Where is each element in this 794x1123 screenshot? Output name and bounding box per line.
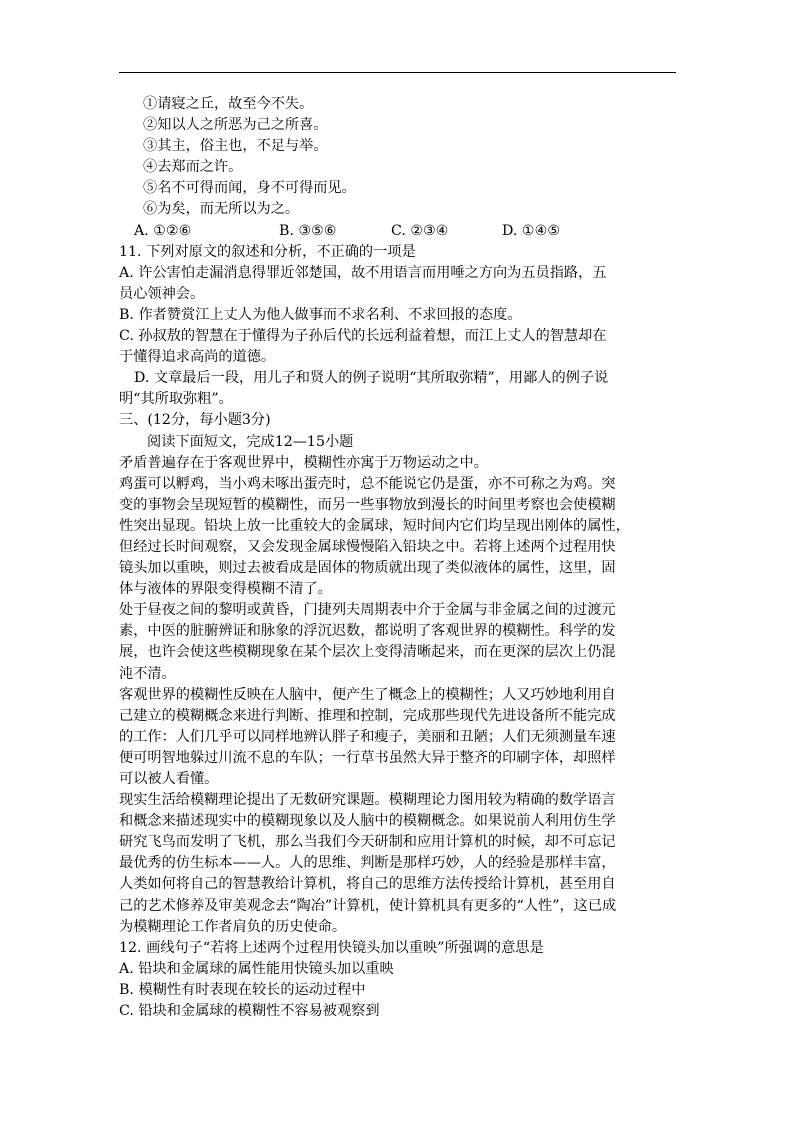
q12-option-b: B. 模糊性有时表现在较长的运动过程中 [119,981,366,998]
passage-line: 变的事物会呈现短暂的模糊性，而另一些事物放到漫长的时间里考察也会使模糊 [119,496,616,513]
q11-option-d-cont: 明“其所取弥粗”。 [119,391,233,408]
q10-item: ⑥为矣，而无所以为之。 [143,201,300,218]
passage-line: 最优秀的仿生标本——人。人的思维、判断是那样巧妙，人的经验是那样丰富， [119,855,616,872]
passage-line: 体与液体的界限变得模糊不清了。 [119,581,332,598]
q11-option-d: D. 文章最后一段，用儿子和贤人的例子说明“其所取弥精”，用鄙人的例子说 [134,370,609,387]
q10-item: ④去郑而之许。 [143,159,243,176]
passage-line: 但经过长时间观察，又会发现金属球慢慢陷入铅块之中。若将上述两个过程用快 [119,538,616,555]
q12-stem: 12. 画线句子“若将上述两个过程用快镜头加以重映”所强调的意思是 [119,939,544,956]
q12-option-a: A. 铅块和金属球的属性能用快镜头加以重映 [119,960,394,977]
q10-options [119,221,679,242]
section-heading: 三、(12分，每小题3分) [119,412,271,429]
passage-line: 研究飞鸟而发明了飞机，那么当我们今天研制和应用计算机的时候，却不可忘记 [119,834,616,851]
q10-item: ②知以人之所恶为己之所喜。 [143,117,328,134]
q10-option-a: A. ①②⑥ [134,222,192,239]
q10-option-b: B. ③⑤⑥ [279,222,337,239]
page-content [119,94,679,1022]
passage-line: 和概念来描述现实中的模糊现象以及人脑中的模糊概念。如果说前人利用仿生学 [119,813,616,830]
passage-line: 现实生活给模糊理论提出了无数研究课题。模糊理论力图用较为精确的数学语言 [119,792,616,809]
q11-option-a-cont: 员心领神会。 [119,285,205,302]
header-rule [119,72,676,73]
q10-item: ③其主，俗主也，不足与举。 [143,138,328,155]
q11-stem: 11. 下列对原文的叙述和分析，不正确的一项是 [119,243,416,260]
passage-line: 镜头加以重映，则过去被看成是固体的物质就出现了类似液体的属性，这里，固 [119,560,616,577]
passage-line: 展，也许会使这些模糊现象在某个层次上变得清晰起来，而在更深的层次上仍混 [119,644,616,661]
q11-option-b: B. 作者赞赏江上丈人为他人做事而不求名利、不求回报的态度。 [119,306,522,323]
passage-line: 矛盾普遍存在于客观世界中，模糊性亦寓于万物运动之中。 [119,454,488,471]
q11-option-a: A. 许公害怕走漏消息得罪近邻楚国，故不用语言而用唾之方向为五员指路，五 [119,264,607,281]
passage-line: 沌不清。 [119,665,176,682]
q10-option-d: D. ①④⑤ [502,222,561,239]
passage-line: 便可明智地躲过川流不息的车队；一行草书虽然大异于整齐的印刷字体，却照样 [119,749,616,766]
passage-line: 客观世界的模糊性反映在人脑中，便产生了概念上的模糊性；人又巧妙地利用自 [119,686,616,703]
passage-line: 人类如何将自己的智慧教给计算机，将自己的思维方法传授给计算机，甚至用自 [119,876,616,893]
q10-item: ⑤名不可得而闻，身不可得而见。 [143,180,356,197]
passage-line: 己的艺术修养及审美观念去“陶冶”计算机，使计算机具有更多的“人性”，这已成 [119,897,617,914]
passage-line: 己建立的模糊概念来进行判断、推理和控制，完成那些现代先进设备所不能完成 [119,707,616,724]
q11-option-c: C. 孙叔敖的智慧在于懂得为子孙后代的长远利益着想，而江上丈人的智慧却在 [119,328,607,345]
section-instruction: 阅读下面短文，完成12—15小题 [147,433,354,450]
q11-option-c-cont: 于懂得追求高尚的道德。 [119,349,276,366]
passage-line: 素，中医的脏腑辨证和脉象的浮沉迟数，都说明了客观世界的模糊性。科学的发 [119,623,616,640]
q10-option-c: C. ②③④ [391,222,449,239]
passage-line: 的工作：人们几乎可以同样地辨认胖子和瘦子，美丽和丑陋；人们无须测量车速 [119,728,616,745]
passage-line: 可以被人看懂。 [119,771,219,787]
passage-line: 鸡蛋可以孵鸡，当小鸡未啄出蛋壳时，总不能说它仍是蛋，亦不可称之为鸡。突 [119,475,616,492]
passage-line: 性突出显现。铅块上放一比重较大的金属球，短时间内它们均呈现出刚体的属性， [119,517,630,534]
q10-item: ①请寝之丘，故至今不失。 [143,96,314,112]
passage-line: 为模糊理论工作者肩负的历史使命。 [119,918,347,935]
q12-option-c: C. 铅块和金属球的模糊性不容易被观察到 [119,1003,380,1020]
passage-line: 处于昼夜之间的黎明或黄昏，门捷列夫周期表中介于金属与非金属之间的过渡元 [119,602,616,619]
